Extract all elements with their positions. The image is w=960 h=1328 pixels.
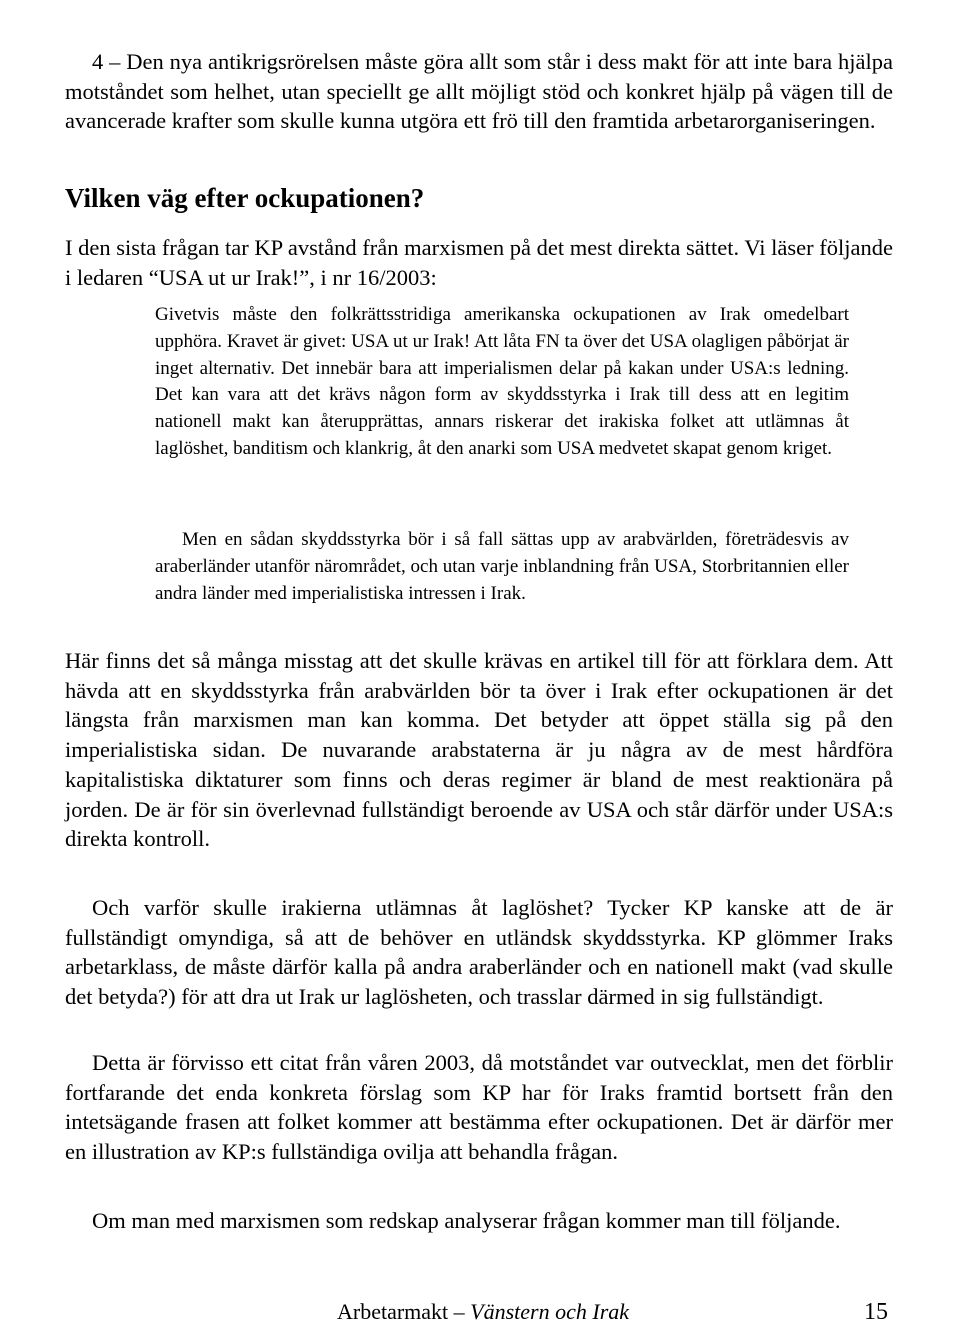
footer-publication: Arbetarmakt	[337, 1299, 449, 1324]
paragraph-intro-quote: I den sista frågan tar KP avstånd från marxismen på det mest direkta sättet. Vi läser följande i ledaren “USA ut ur Irak!”, i nr 16/2003:	[65, 235, 893, 290]
block-quote-2: Men en sådan skyddsstyrka bör i så fall sättas upp av arabvärlden, företrädesvis av araberländer utanför närområdet, och utan varje inblandning från USA, Storbritannien eller andra länder med imperialistiska intressen i Irak.	[155, 529, 849, 604]
footer-separator: –	[448, 1299, 471, 1324]
running-footer	[337, 1297, 629, 1327]
block-quote-1: Givetvis måste den folkrättsstridiga amerikanska ockupationen av Irak omedelbart upphöra. Kravet är givet: USA ut ur Irak! Att låta FN ta över det USA olagligen påbörjat är inget alternativ. Det innebär bara att imperialismen delar på kakan under USA:s ledning. Det kan vara att det krävs någon form av skyddsstyrka i Irak till dess att en legitim nationell makt kan återupprättas, annars riskerar det irakiska folket att utlämnas åt laglöshet, banditism och klankrig, åt den anarki som USA medvetet skapat genom kriget.	[155, 304, 849, 459]
paragraph-quote-context: Detta är förvisso ett citat från våren 2003, då motståndet var outvecklat, men det förblir fortfarande det enda konkreta förslag som KP har för Iraks framtid bortsett från den intetsägande frasen att folket kommer att bestämma efter ockupationen. Det är därför mer en illustration av KP:s fullständiga ovilja att behandla frågan.	[65, 1050, 893, 1165]
paragraph-critique: Här finns det så många misstag att det skulle krävas en artikel till för att förklara dem. Att hävda att en skyddsstyrka från arabvärlden bör ta över i Irak efter ockupationen är det längsta från marxismen man kan komma. Det betyder att öppet ställa sig på den imperialistiska sidan. De nuvarande arabstaterna är ju några av de mest hårdföra kapitalistiska diktaturer som finns och deras regimer är bland de mest reaktionära på jorden. De är för sin överlevnad fullständigt beroende av USA och står därför under USA:s direkta kontroll.	[65, 648, 893, 852]
section-heading: Vilken väg efter ockupationen?	[65, 183, 425, 213]
paragraph-conclusion: Om man med marxismen som redskap analyserar frågan kommer man till följande.	[92, 1208, 841, 1233]
paragraph-point-4: 4 – Den nya antikrigsrörelsen måste göra allt som står i dess makt för att inte bara hjälpa motståndet som helhet, utan speciellt ge allt möjligt stöd och konkret hjälp på vägen till de avancerade krafter som skulle kunna utgöra ett frö till den framtida arbetarorganiseringen.	[65, 49, 893, 134]
paragraph-lawlessness: Och varför skulle irakierna utlämnas åt laglöshet? Tycker KP kanske att de är fullständigt omyndiga, så att de behöver en utländsk skyddsstyrka. KP glömmer Iraks arbetarklass, de måste därför kalla på andra araberländer och en nationell makt (vad skulle det betyda?) för att dra ut Irak ur laglösheten, och trasslar därmed in sig fullständigt.	[65, 895, 893, 1010]
footer-section: Vänstern och Irak	[470, 1299, 630, 1324]
page-number: 15	[864, 1299, 888, 1325]
